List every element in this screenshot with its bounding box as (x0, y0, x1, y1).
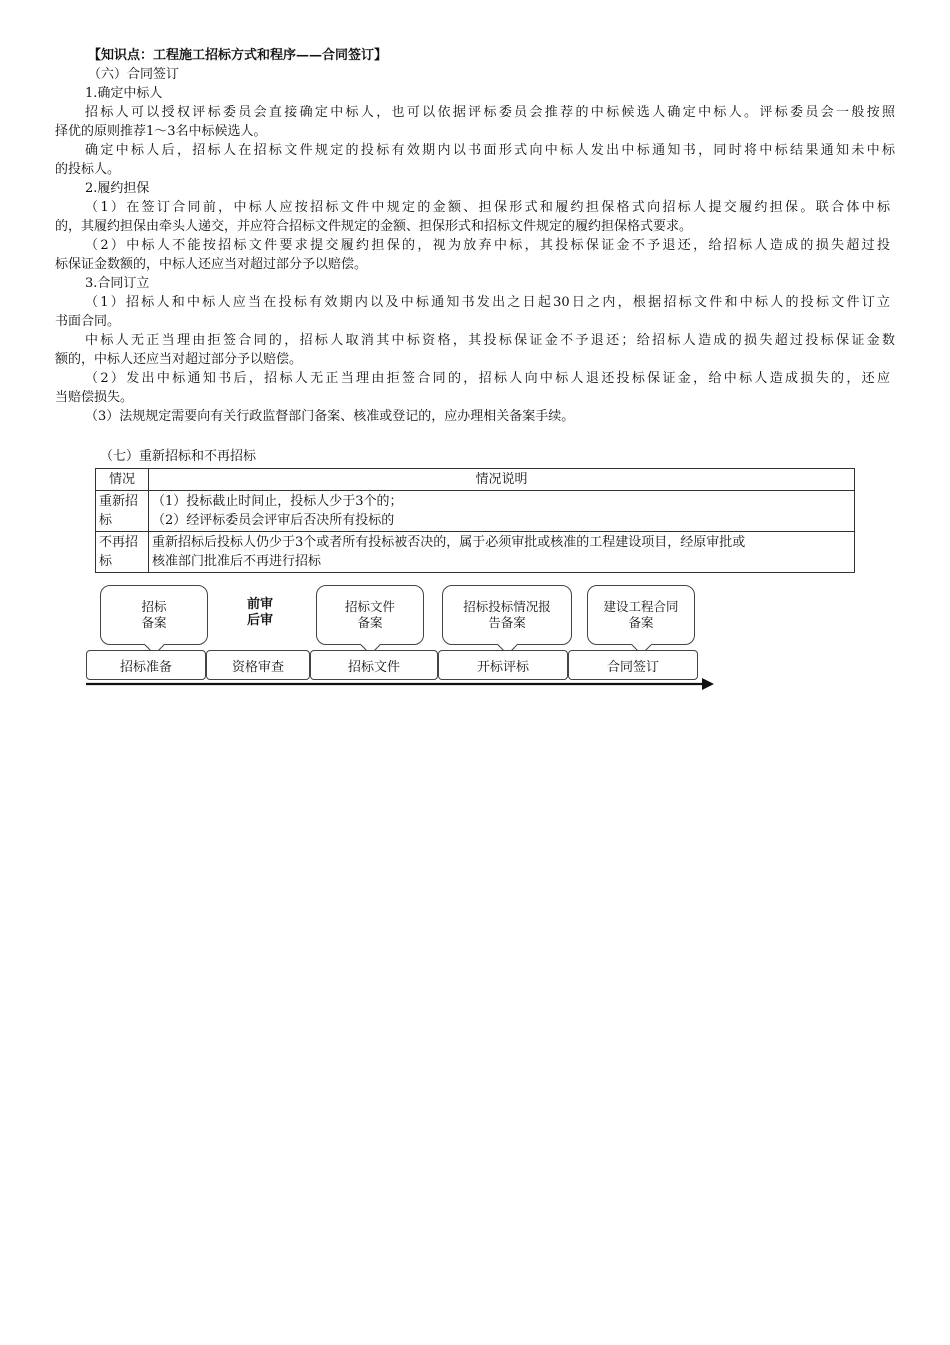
cell-line: （2）经评标委员会评审后否决所有投标的 (152, 513, 395, 528)
s1-p2-line1: 确定中标人后，招标人在招标文件规定的投标有效期内以书面形式向中标人发出中标通知书，同时将中标结果通知未中标 (85, 143, 895, 158)
section-7-heading: （七）重新招标和不再招标 (100, 449, 257, 464)
s2-p2-line2: 标保证金数额的，中标人还应当对超过部分予以赔偿。 (55, 257, 368, 272)
table-cell-label (96, 491, 149, 532)
stage-qualification: 资格审查 (206, 650, 310, 680)
table-header-description: 情况说明 (149, 469, 855, 491)
s3-p3-line1: （2）发出中标通知书后，招标人无正当理由拒签合同的，招标人向中标人退还投标保证金，给中标人造成损失的，还应 (85, 371, 890, 386)
bubble-line: 备案 (141, 615, 167, 630)
s1-p1-line2: 择优的原则推荐1～3名中标候选人。 (55, 124, 267, 139)
bubble-line: 招标投标情况报 (463, 599, 551, 614)
cell-line: 标 (99, 554, 113, 569)
table-cell-description (149, 491, 855, 532)
bubble-line: 告备案 (488, 615, 526, 630)
stage-bid-opening: 开标评标 (438, 650, 568, 680)
stage-tender-doc: 招标文件 (310, 650, 438, 680)
table-header-row (96, 469, 855, 491)
subsection-1-heading: 1.确定中标人 (85, 86, 163, 101)
stage-preparation: 招标准备 (86, 650, 206, 680)
table-cell-description (149, 532, 855, 573)
cell-line: 重新招标后投标人仍少于3个或者所有投标被否决的，属于必须审批或核准的工程建设项目，经原审批或 (152, 535, 746, 550)
cell-line: （1）投标截止时间止，投标人少于3个的； (152, 494, 403, 509)
bubble-line: 建设工程合同 (603, 599, 679, 614)
bubble-line: 备案 (628, 615, 654, 630)
s3-p4: （3）法规规定需要向有关行政监督部门备案、核准或登记的，应办理相关备案手续。 (85, 409, 575, 424)
tag-line: 前审 (246, 597, 273, 612)
filing-bubble-contract (587, 585, 695, 645)
filing-bubble-bid-report (442, 585, 572, 645)
s3-p1-line2: 书面合同。 (55, 314, 121, 329)
s3-p2-line1: 中标人无正当理由拒签合同的，招标人取消其中标资格，其投标保证金不予退还；给招标人造成的损失超过投标保证金数 (85, 333, 895, 348)
pre-post-review-label (238, 597, 282, 629)
s3-p1-line1: （1）招标人和中标人应当在投标有效期内以及中标通知书发出之日起30日之内，根据招标文件和中标人的投标文件订立 (85, 295, 890, 310)
subsection-2-heading: 2.履约担保 (85, 181, 150, 196)
cell-line: 不再招 (99, 535, 139, 550)
bubble-line: 招标文件 (344, 599, 395, 614)
table-header-situation: 情况 (96, 469, 149, 491)
filing-bubble-tender (100, 585, 208, 645)
retender-table (95, 468, 855, 573)
section-6-heading: （六）合同签订 (88, 67, 180, 82)
s1-p1-line1: 招标人可以授权评标委员会直接确定中标人，也可以依据评标委员会推荐的中标候选人确定中标人。评标委员会一般按照 (85, 105, 895, 120)
filing-bubble-tender-doc (316, 585, 424, 645)
process-flow-diagram (80, 582, 720, 694)
table-row (96, 491, 855, 532)
doc-title: 【知识点：工程施工招标方式和程序——合同签订】 (88, 48, 388, 63)
cell-line: 核准部门批准后不再进行招标 (152, 554, 322, 569)
s2-p1-line1: （1）在签订合同前，中标人应按招标文件中规定的金额、担保形式和履约担保格式向招标人提交履约担保。联合体中标 (85, 200, 890, 215)
cell-line: 标 (99, 513, 113, 528)
table-cell-label (96, 532, 149, 573)
bubble-line: 招标 (141, 599, 167, 614)
s2-p2-line1: （2）中标人不能按招标文件要求提交履约担保的，视为放弃中标，其投标保证金不予退还，给招标人造成的损失超过投 (85, 238, 890, 253)
s1-p2-line2: 的投标人。 (55, 162, 121, 177)
stage-contract-signing: 合同签订 (568, 650, 698, 680)
s2-p1-line2: 的，其履约担保由牵头人递交，并应符合招标文件规定的金额、担保形式和招标文件规定的履约担保格式要求。 (55, 219, 693, 234)
subsection-3-heading: 3.合同订立 (85, 276, 150, 291)
s3-p2-line2: 额的，中标人还应当对超过部分予以赔偿。 (55, 352, 303, 367)
table-row (96, 532, 855, 573)
cell-line: 重新招 (99, 494, 139, 509)
tag-line: 后审 (246, 613, 273, 628)
bubble-line: 备案 (357, 615, 383, 630)
s3-p3-line2: 当赔偿损失。 (55, 390, 134, 405)
